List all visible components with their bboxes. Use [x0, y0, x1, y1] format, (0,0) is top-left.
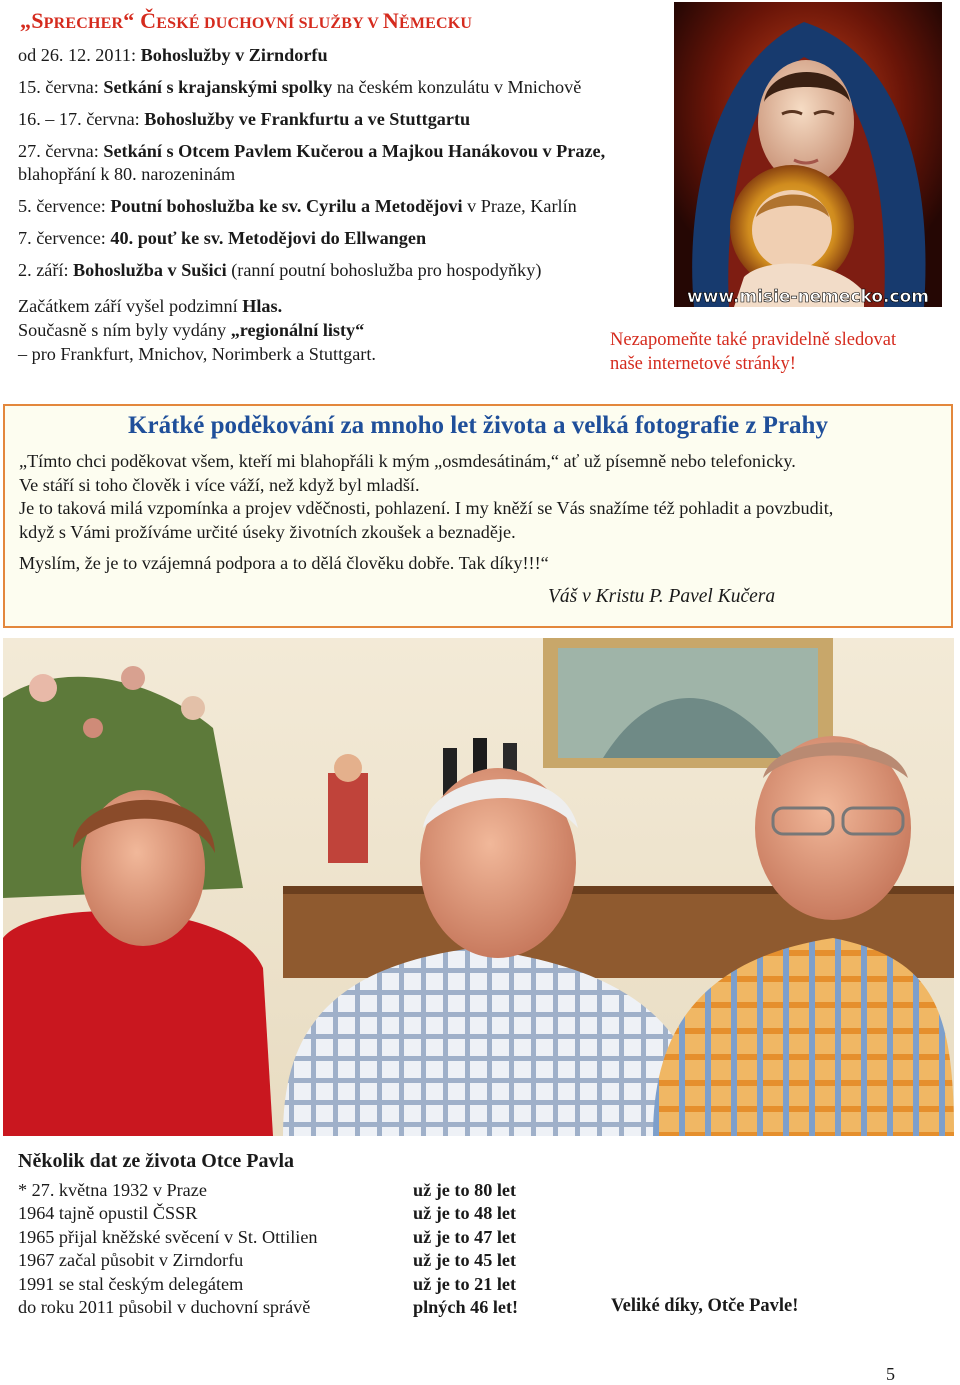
hlas-line-3: – pro Frankfurt, Mnichov, Norimberk a Stuttgart. [18, 344, 376, 364]
event-item: 7. července: 40. pouť ke sv. Metodějovi do Ellwangen [18, 228, 427, 248]
group-photo-image [3, 638, 954, 1136]
final-thanks: Veliké díky, Otče Pavle! [611, 1296, 799, 1316]
page-number: 5 [886, 1364, 895, 1384]
title-part: PRECHER [43, 15, 124, 32]
watermark-text: www.misie-nemecko.com [687, 287, 929, 307]
event-item: 16. – 17. června: Bohoslužby ve Frankfurtu a ve Stuttgartu [18, 109, 471, 129]
title-part: „S [20, 8, 44, 33]
event-list [18, 44, 668, 282]
page-title [20, 8, 472, 34]
life-dates-title: Několik dat ze života Otce Pavla [18, 1150, 295, 1172]
title-part: ESKÉ DUCHOVNÍ SLUŽBY V [156, 15, 383, 32]
hlas-line-2: Současně s ním byly vydány „regionální listy“ [18, 320, 365, 340]
group-photo [3, 638, 954, 1136]
thanks-title: Krátké poděkování za mnoho let života a velká fotografie z Prahy [128, 412, 828, 439]
signature: Váš v Kristu P. Pavel Kučera [548, 586, 776, 607]
website-reminder: Nezapomeňte také pravidelně sledovat naše internetové stránky! [610, 330, 897, 374]
madonna-painting [674, 2, 942, 307]
hlas-line-1: Začátkem září vyšel podzimní Hlas. [18, 296, 283, 316]
title-part: “ Č [123, 8, 157, 33]
madonna-image [674, 2, 942, 307]
title-part: ĚMECKU [398, 15, 473, 32]
thanks-box [3, 404, 953, 628]
hlas-note [18, 294, 478, 366]
title-part: N [382, 8, 399, 33]
event-item: 15. června: Setkání s krajanskými spolky na českém konzulátu v Mnichově [18, 77, 582, 97]
thanks-body: „Tímto chci poděkovat všem, kteří mi blahopřáli k mým „osmdesátinám,“ ať už písemně nebo telefonicky. Ve stáří si toho člověk i více váží, než když byl mladší. Je to taková milá vzpomínka a projev vděčnosti, pohlazení. I my kněží se Vás snažíme též pohladit a povzbudit, když s Vámi prožíváme určité úseky životních zkoušek a beznaděje. Myslím, že je to vzájemná podpora a to dělá člověku dobře. Tak díky!!!“ [19, 451, 834, 573]
event-item: 27. června: Setkání s Otcem Pavlem Kučerou a Majkou Hanákovou v Praze, blahopřání k 80. narozeninám [18, 141, 606, 184]
event-item: 2. září: Bohoslužba v Sušici (ranní poutní bohoslužba pro hospodyňky) [18, 260, 542, 280]
event-item: 5. července: Poutní bohoslužba ke sv. Cyrilu a Metodějovi v Praze, Karlín [18, 196, 577, 216]
event-item: od 26. 12. 2011: Bohoslužby v Zirndorfu [18, 45, 328, 65]
